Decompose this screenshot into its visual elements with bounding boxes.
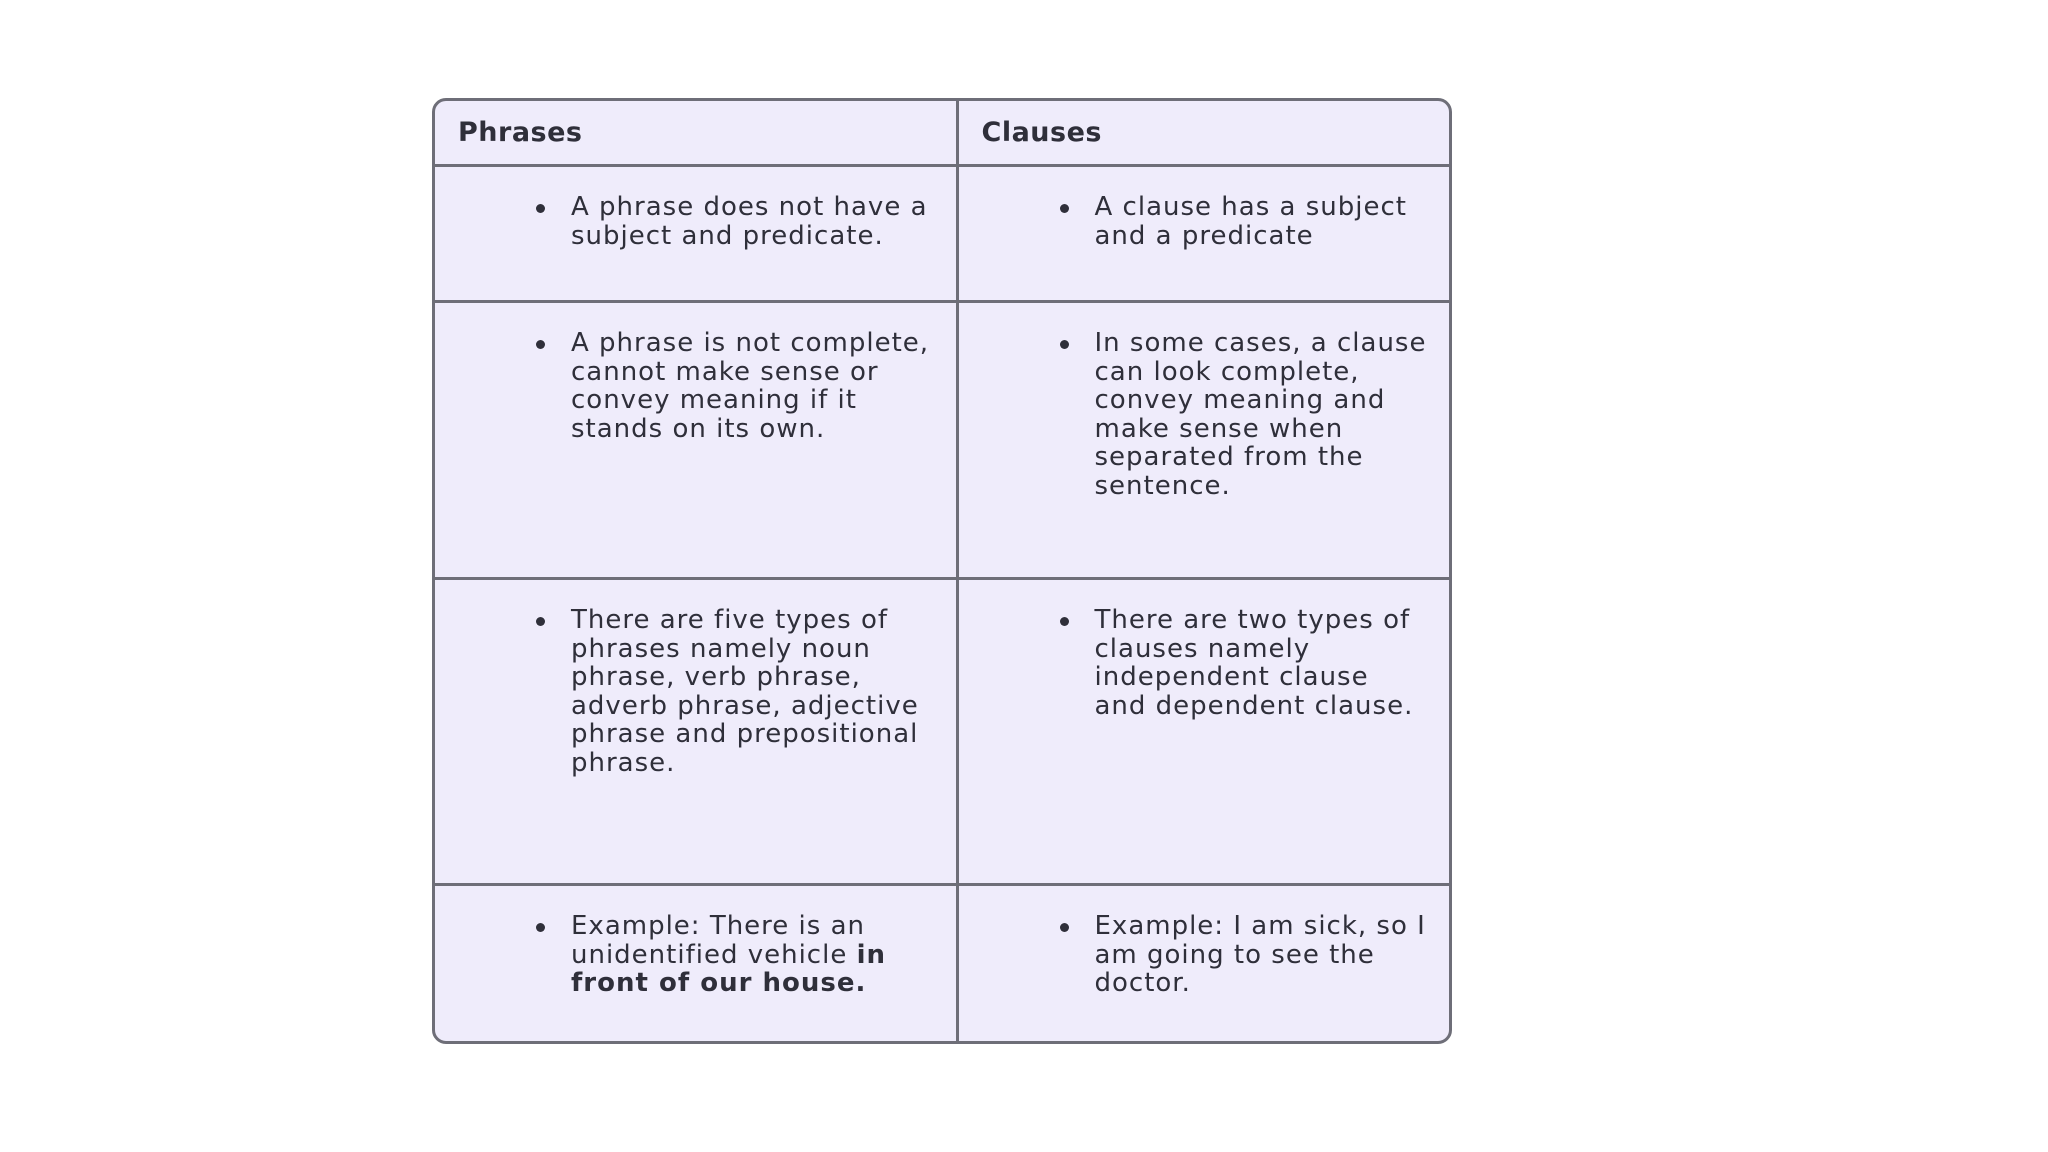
table-header-row	[435, 101, 1449, 166]
list-item: There are five types of phrases namely noun phrase, verb phrase, adverb phrase, adjective phrase and prepositional phrase.	[571, 606, 936, 777]
list-item: A phrase does not have a subject and predicate.	[571, 193, 936, 250]
phrase-cell	[435, 302, 957, 579]
example-phrase-bold: in front of our house.	[571, 939, 887, 998]
phrase-cell	[435, 885, 957, 1042]
phrases-clauses-table	[435, 101, 1449, 1041]
comparison-table	[432, 98, 1452, 1044]
list-item: There are two types of clauses namely independent clause and dependent clause.	[1095, 606, 1430, 720]
clause-cell	[957, 885, 1449, 1042]
clause-cell	[957, 579, 1449, 885]
list-item	[571, 912, 936, 998]
example-text: Example: There is an unidentified vehicle	[571, 911, 866, 970]
table-row	[435, 579, 1449, 885]
list-item: A phrase is not complete, cannot make sense or convey meaning if it stands on its own.	[571, 329, 936, 443]
clause-cell	[957, 302, 1449, 579]
phrase-cell	[435, 166, 957, 302]
clause-cell	[957, 166, 1449, 302]
list-item: In some cases, a clause can look complete, convey meaning and make sense when separated from the sentence.	[1095, 329, 1430, 500]
list-item: A clause has a subject and a predicate	[1095, 193, 1430, 250]
header-phrases: Phrases	[435, 101, 957, 166]
table-row	[435, 166, 1449, 302]
list-item: Example: I am sick, so I am going to see the doctor.	[1095, 912, 1430, 998]
header-clauses: Clauses	[957, 101, 1449, 166]
table-row	[435, 885, 1449, 1042]
table-row	[435, 302, 1449, 579]
phrase-cell	[435, 579, 957, 885]
